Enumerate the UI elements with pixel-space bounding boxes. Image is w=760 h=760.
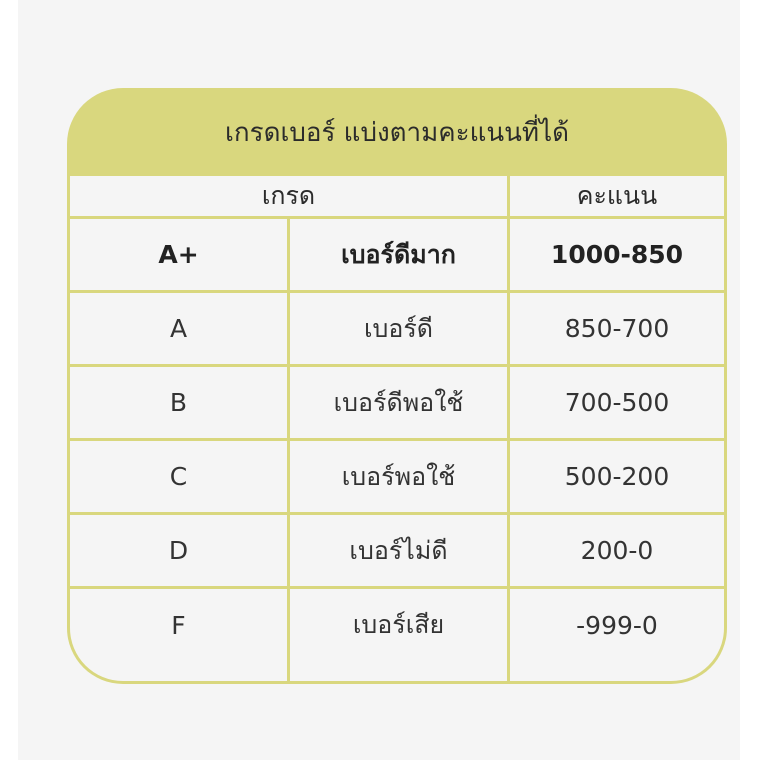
grade-table-card bbox=[67, 88, 727, 684]
header-grade: เกรด bbox=[70, 176, 507, 216]
table-title: เกรดเบอร์ แบ่งตามคะแนนที่ได้ bbox=[224, 117, 570, 148]
grade-cell: D bbox=[70, 515, 287, 586]
grade-table bbox=[70, 176, 724, 681]
label-cell: เบอร์พอใช้ bbox=[290, 441, 507, 512]
label-cell: เบอร์ดี bbox=[290, 293, 507, 364]
label-cell: เบอร์ดีมาก bbox=[290, 219, 507, 290]
score-cell: 850-700 bbox=[510, 293, 724, 364]
label-cell: เบอร์ไม่ดี bbox=[290, 515, 507, 586]
grade-cell: C bbox=[70, 441, 287, 512]
label-cell: เบอร์ดีพอใช้ bbox=[290, 367, 507, 438]
score-cell: -999-0 bbox=[510, 589, 724, 681]
label-cell: เบอร์เสีย bbox=[290, 589, 507, 681]
grade-cell: A+ bbox=[70, 219, 287, 290]
score-cell: 700-500 bbox=[510, 367, 724, 438]
score-cell: 500-200 bbox=[510, 441, 724, 512]
score-cell: 200-0 bbox=[510, 515, 724, 586]
page-background bbox=[18, 0, 740, 760]
header-score: คะแนน bbox=[510, 176, 724, 216]
score-cell: 1000-850 bbox=[510, 219, 724, 290]
grade-cell: A bbox=[70, 293, 287, 364]
grade-cell: B bbox=[70, 367, 287, 438]
grade-cell: F bbox=[70, 589, 287, 681]
